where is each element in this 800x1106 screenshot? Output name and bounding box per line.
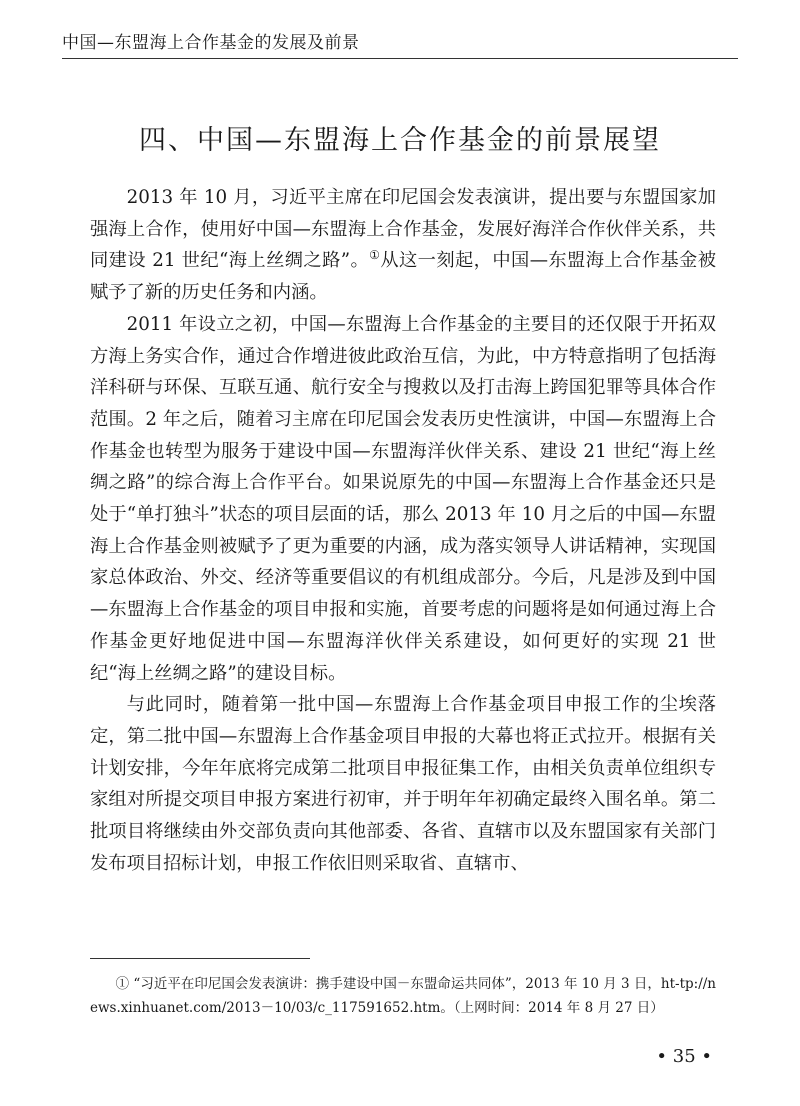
paragraph-1-continuation: 从这一刻起，中国—东盟海上合作基金被赋予了新的历史任务和内涵。 <box>90 250 716 304</box>
footnote: ① “习近平在印尼国会发表演讲：携手建设中国－东盟命运共同体”，2013 年 10 月 3 日，ht-tp://news.xinhuanet.com/2013－10/03/c_117591652.htm。（上网时间：2014 年 8 月 27 日） <box>90 976 716 1016</box>
paragraph-2: 2011 年设立之初，中国—东盟海上合作基金的主要目的还仅限于开拓双方海上务实合作，通过合作增进彼此政治互信，为此，中方特意指明了包括海洋科研与环保、互联互通、航行安全与搜救以及打击海上跨国犯罪等具体合作范围。2 年之后，随着习主席在印尼国会发表历史性演讲，中国—东盟海上合作基金也转型为服务于建设中国—东盟海洋伙伴关系、建设 21 世纪“海上丝绸之路”的综合海上合作平台。如果说原先的中国—东盟海上合作基金还只是处于“单打独斗”状态的项目层面的话，那么 2013 年 10 月之后的中国—东盟海上合作基金则被赋予了更为重要的内涵，成为落实领导人讲话精神，实现国家总体政治、外交、经济等重要倡议的有机组成部分。今后，凡是涉及到中国—东盟海上合作基金的项目申报和实施，首要考虑的问题将是如何通过海上合作基金更好地促进中国—东盟海洋伙伴关系建设，如何更好的实现 21 世纪“海上丝绸之路”的建设目标。 <box>90 313 716 684</box>
paragraph-3: 与此同时，随着第一批中国—东盟海上合作基金项目申报工作的尘埃落定，第二批中国—东盟海上合作基金项目申报的大幕也将正式拉开。根据有关计划安排，今年年底将完成第二批项目申报征集工作，由相关负责单位组织专家组对所提交项目申报方案进行初审，并于明年年初确定最终入围名单。第二批项目将继续由外交部负责向其他部委、各省、直辖市以及东盟国家有关部门发布项目招标计划，申报工作依旧则采取省、直辖市、 <box>90 694 716 874</box>
footnote-divider <box>90 958 310 959</box>
body-text <box>90 182 716 879</box>
paragraph-1 <box>90 182 716 309</box>
footnote-reference[interactable]: ① <box>369 248 381 263</box>
paragraph-1-text: 2013 年 10 月，习近平主席在印尼国会发表演讲，提出要与东盟国家加强海上合作，使用好中国—东盟海上合作基金，发展好海洋合作伙伴关系，共同建设 21 世纪“海上丝绸之路”。 <box>90 187 716 272</box>
running-header: 中国—东盟海上合作基金的发展及前景 <box>62 33 360 53</box>
section-title: 四、中国—东盟海上合作基金的前景展望 <box>139 125 661 156</box>
page-number: • 35 • <box>656 1046 712 1067</box>
header-divider <box>62 58 738 59</box>
